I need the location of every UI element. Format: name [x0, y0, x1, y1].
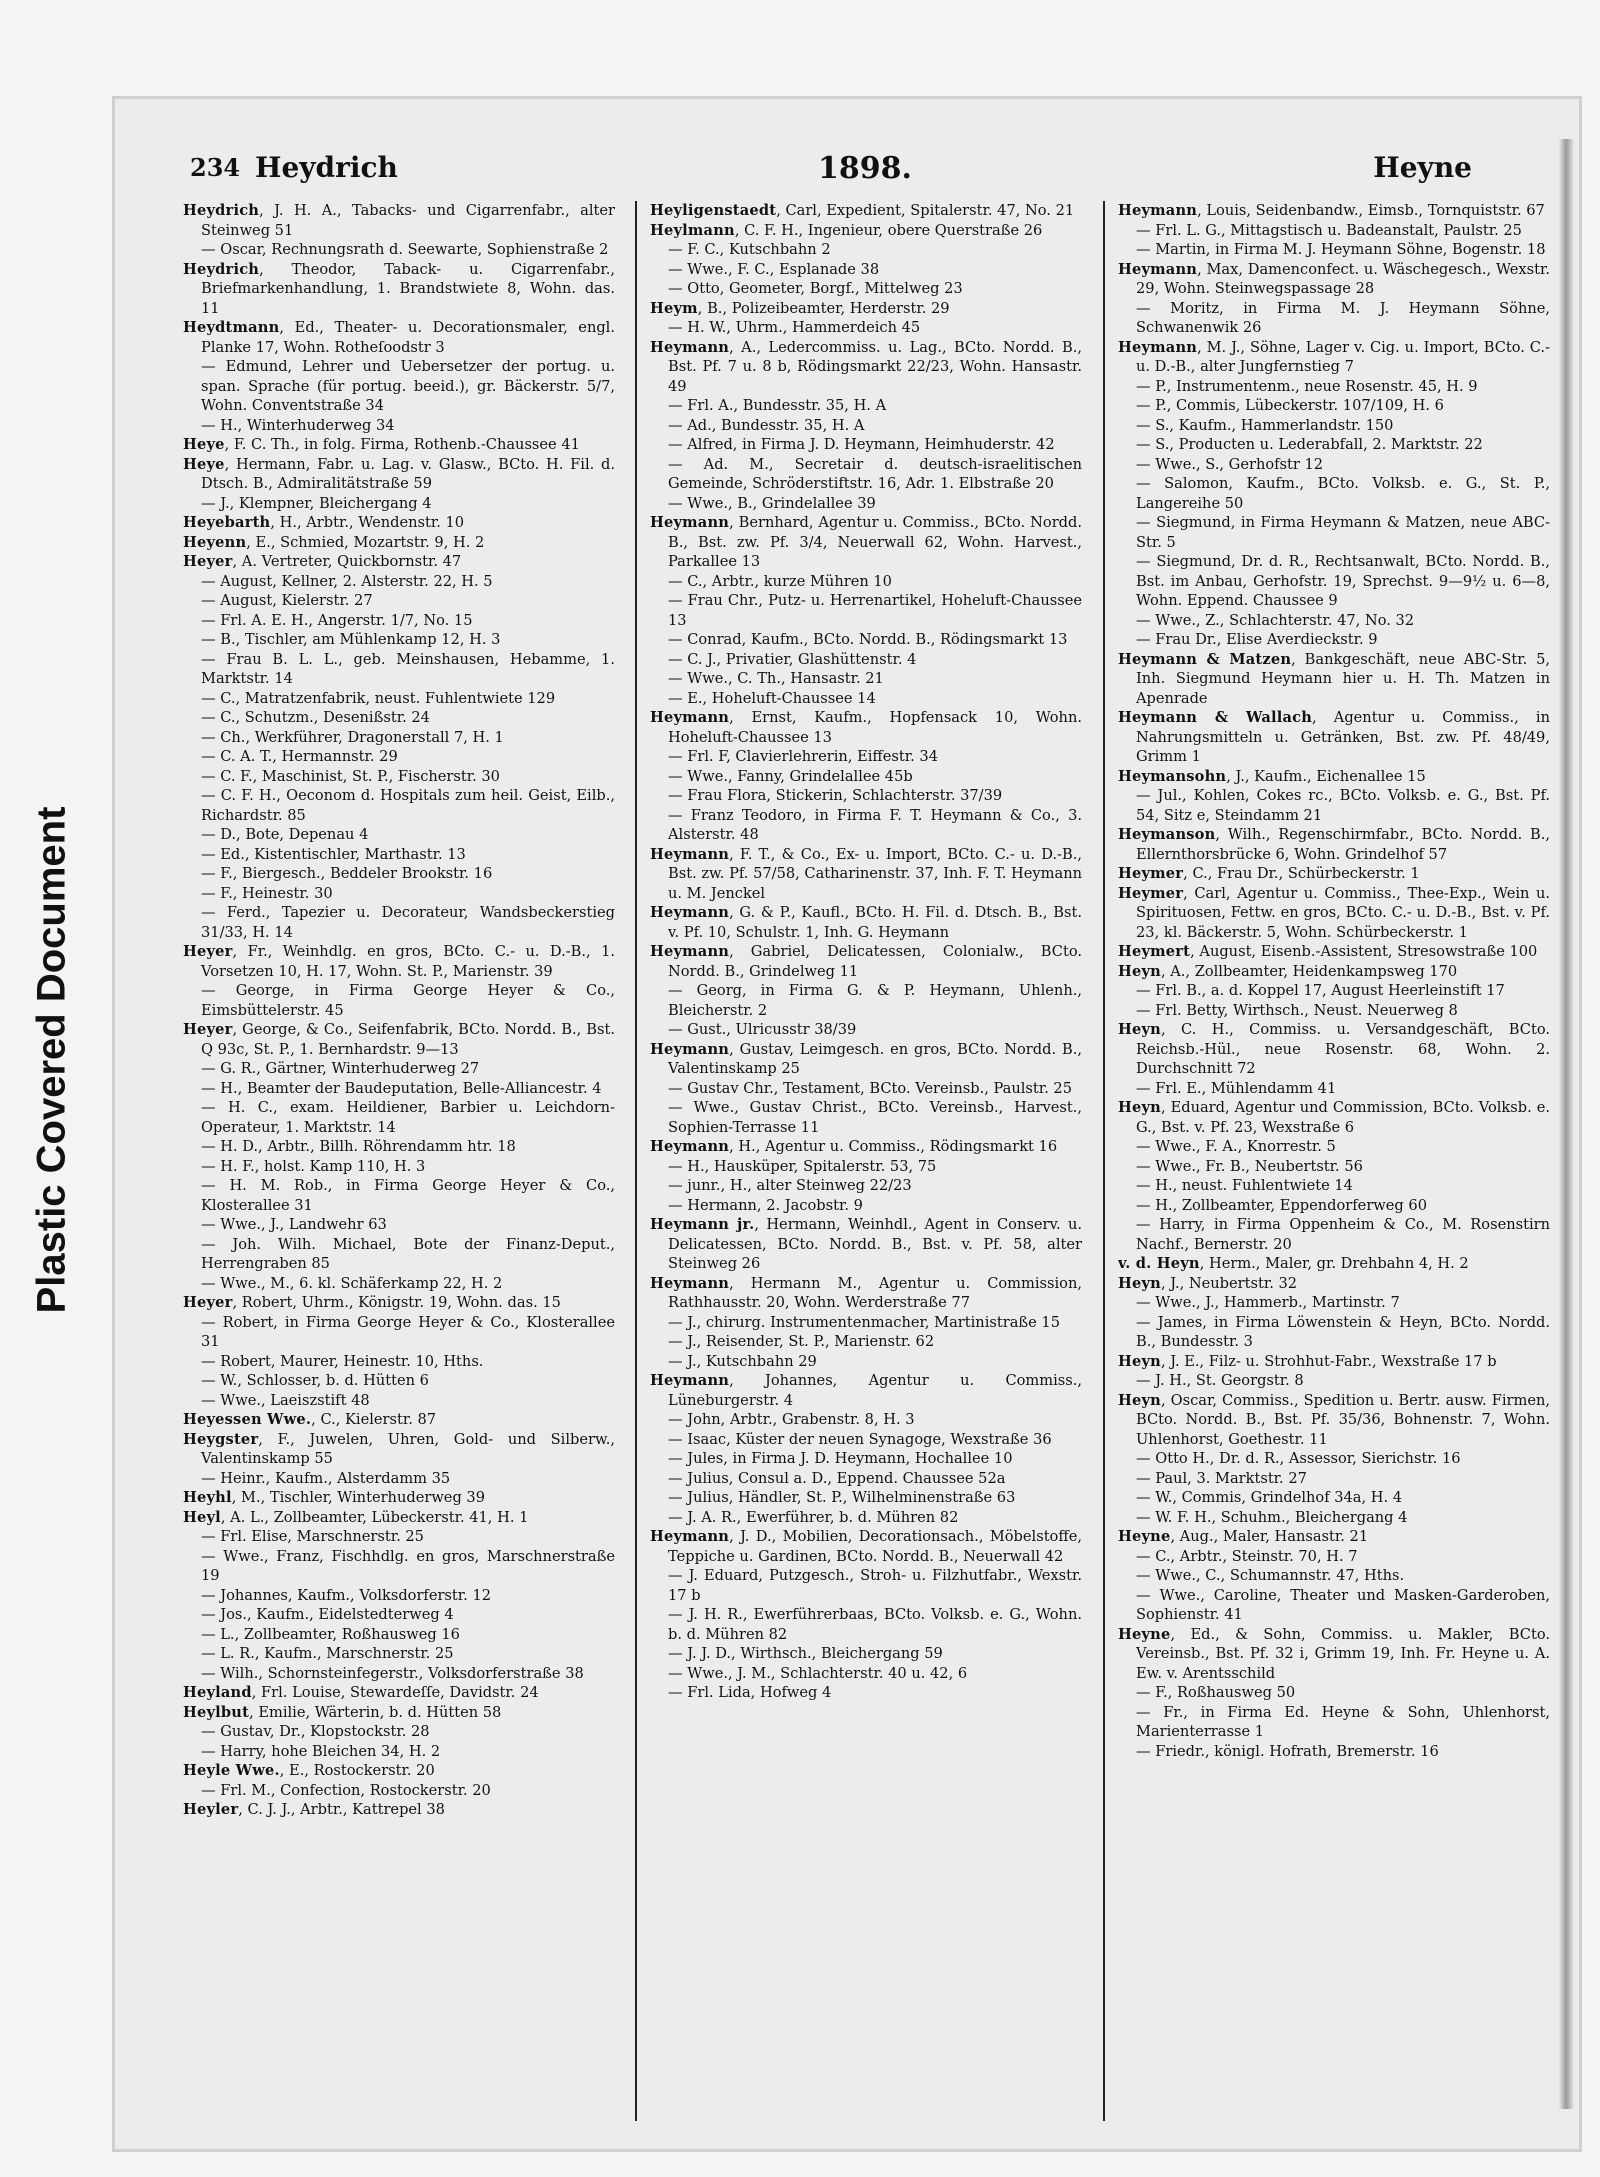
directory-entry: — Wwe., C., Schumannstr. 47, Hths. [1118, 1566, 1550, 1586]
directory-entry: — Franz Teodoro, in Firma F. T. Heymann & Co., 3. Alsterstr. 48 [650, 806, 1082, 845]
directory-entry: — Julius, Händler, St. P., Wilhelminenstraße 63 [650, 1488, 1082, 1508]
directory-entry: — Wwe., B., Grindelallee 39 [650, 494, 1082, 514]
directory-entry: Heyer, Robert, Uhrm., Königstr. 19, Wohn. das. 15 [183, 1294, 561, 1311]
directory-entry: — H., Winterhuderweg 34 [183, 416, 615, 436]
directory-entry: — Joh. Wilh. Michael, Bote der Finanz-Deput., Herrengraben 85 [183, 1235, 615, 1274]
directory-entry: Heyessen Wwe., C., Kielerstr. 87 [183, 1411, 437, 1428]
directory-page [180, 151, 1550, 2141]
directory-entry: Heyn, A., Zollbeamter, Heidenkampsweg 170 [1118, 962, 1458, 980]
directory-entry: — F., Roßhausweg 50 [1118, 1683, 1550, 1703]
directory-entry: — Gust., Ulricusstr 38/39 [650, 1020, 1082, 1040]
directory-entry: Heymann & Matzen, Bankgeschäft, neue ABC-Str. 5, Inh. Siegmund Heymann hier u. H. Th. Matzen in Apenrade [1118, 650, 1550, 707]
directory-entry: — J. J. D., Wirthsch., Bleichergang 59 [650, 1644, 1082, 1664]
directory-entry: — S., Producten u. Lederabfall, 2. Marktstr. 22 [1118, 435, 1550, 455]
directory-entry: — Robert, in Firma George Heyer & Co., Klosterallee 31 [183, 1313, 615, 1352]
directory-entry: Heygster, F., Juwelen, Uhren, Gold- und Silberw., Valentinskamp 55 [183, 1430, 615, 1467]
directory-entry: — Fr., in Firma Ed. Heyne & Sohn, Uhlenhorst, Marienterrasse 1 [1118, 1703, 1550, 1742]
directory-entry: Heymann, Ernst, Kaufm., Hopfensack 10, Wohn. Hoheluft-Chaussee 13 [650, 709, 1082, 746]
directory-entry: — Frl. Betty, Wirthsch., Neust. Neuerweg 8 [1118, 1001, 1550, 1021]
directory-entry: — Wwe., Caroline, Theater und Masken-Garderoben, Sophienstr. 41 [1118, 1586, 1550, 1625]
directory-entry: Heymann, Louis, Seidenbandw., Eimsb., Tornquiststr. 67 [1118, 202, 1545, 219]
directory-entry: Heyn, J. E., Filz- u. Strohhut-Fabr., Wexstraße 17 b [1118, 1352, 1497, 1370]
directory-entry: Heymann, H., Agentur u. Commiss., Rödingsmarkt 16 [650, 1138, 1058, 1155]
directory-entry: — Martin, in Firma M. J. Heymann Söhne, Bogenstr. 18 [1118, 240, 1550, 260]
directory-entry: — Friedr., königl. Hofrath, Bremerstr. 16 [1118, 1742, 1550, 1762]
directory-entry: — B., Tischler, am Mühlenkamp 12, H. 3 [183, 630, 615, 650]
directory-entry: — Wwe., Fr. B., Neubertstr. 56 [1118, 1157, 1550, 1177]
directory-entry: Heymert, August, Eisenb.-Assistent, Stresowstraße 100 [1118, 943, 1538, 960]
directory-entry: — E., Hoheluft-Chaussee 14 [650, 689, 1082, 709]
directory-entry: — H. W., Uhrm., Hammerdeich 45 [650, 318, 1082, 338]
directory-entry: — Frl. A. E. H., Angerstr. 1/7, No. 15 [183, 611, 615, 631]
directory-entry: — Wwe., M., 6. kl. Schäferkamp 22, H. 2 [183, 1274, 615, 1294]
directory-entry: — Frau Dr., Elise Averdieckstr. 9 [1118, 630, 1550, 650]
side-label [12, 620, 92, 1500]
directory-entry: Heymann, Bernhard, Agentur u. Commiss., BCto. Nordd. B., Bst. zw. Pf. 3/4, Neuerwall 62, Wohn. Harvest., Parkallee 13 [650, 514, 1082, 570]
directory-entry: — L. R., Kaufm., Marschnerstr. 25 [183, 1644, 615, 1664]
column-rule [1103, 201, 1105, 2121]
directory-entry: Heymann, F. T., & Co., Ex- u. Import, BCto. C.- u. D.-B., Bst. zw. Pf. 57/58, Catharinenstr. 37, Inh. F. T. Heymann u. M. Jenckel [650, 845, 1082, 902]
directory-entry: — Frau Flora, Stickerin, Schlachterstr. 37/39 [650, 786, 1082, 806]
directory-entry: — Wwe., F. A., Knorrestr. 5 [1118, 1137, 1550, 1157]
directory-entry: Heymann, Hermann M., Agentur u. Commission, Rathhausstr. 20, Wohn. Werderstraße 77 [650, 1274, 1082, 1311]
directory-entry: — Harry, in Firma Oppenheim & Co., M. Rosenstirn Nachf., Bernerstr. 20 [1118, 1215, 1550, 1254]
directory-entry: — J. H. R., Ewerführerbaas, BCto. Volksb. e. G., Wohn. b. d. Mühren 82 [650, 1605, 1082, 1644]
directory-entry: — H. F., holst. Kamp 110, H. 3 [183, 1157, 615, 1177]
directory-entry: Heymann, Gustav, Leimgesch. en gros, BCto. Nordd. B., Valentinskamp 25 [650, 1040, 1082, 1077]
directory-entry: — Wwe., J., Landwehr 63 [183, 1215, 615, 1235]
directory-entry: — H., Hausküper, Spitalerstr. 53, 75 [650, 1157, 1082, 1177]
directory-entry: Heylbut, Emilie, Wärterin, b. d. Hütten 58 [183, 1703, 502, 1721]
directory-entry: — C., Arbtr., Steinstr. 70, H. 7 [1118, 1547, 1550, 1567]
directory-entry: — H. D., Arbtr., Billh. Röhrendamm htr. 18 [183, 1137, 615, 1157]
directory-entry: — W., Commis, Grindelhof 34a, H. 4 [1118, 1488, 1550, 1508]
directory-entry: Heyhl, M., Tischler, Winterhuderweg 39 [183, 1489, 485, 1506]
directory-entry: Heym, B., Polizeibeamter, Herderstr. 29 [650, 299, 950, 317]
side-label-text: Plastic Covered Document [29, 806, 74, 1314]
directory-entry: — W., Schlosser, b. d. Hütten 6 [183, 1371, 615, 1391]
directory-entry: — Frl. Elise, Marschnerstr. 25 [183, 1527, 615, 1547]
directory-entry: — Salomon, Kaufm., BCto. Volksb. e. G., St. P., Langereihe 50 [1118, 474, 1550, 513]
directory-entry: — Frl. Lida, Hofweg 4 [650, 1683, 1082, 1703]
directory-entry: — H. C., exam. Heildiener, Barbier u. Leichdorn-Operateur, 1. Marktstr. 14 [183, 1098, 615, 1137]
directory-entry: — Wwe., F. C., Esplanade 38 [650, 260, 1082, 280]
directory-entry: — August, Kielerstr. 27 [183, 591, 615, 611]
directory-entry: Heymann & Wallach, Agentur u. Commiss., in Nahrungsmitteln u. Getränken, Bst. zw. Pf. 48/49, Grimm 1 [1118, 709, 1550, 765]
directory-entry: — James, in Firma Löwenstein & Heyn, BCto. Nordd. B., Bundesstr. 3 [1118, 1313, 1550, 1352]
directory-entry: — Ch., Werkführer, Dragonerstall 7, H. 1 [183, 728, 615, 748]
directory-entry: Heye, F. C. Th., in folg. Firma, Rothenb.-Chaussee 41 [183, 436, 580, 453]
directory-entry: — Paul, 3. Marktstr. 27 [1118, 1469, 1550, 1489]
directory-entry: Heymann, Johannes, Agentur u. Commiss., Lüneburgerstr. 4 [650, 1372, 1082, 1409]
directory-entry: — F. C., Kutschbahn 2 [650, 240, 1082, 260]
directory-entry: — Frl. A., Bundesstr. 35, H. A [650, 396, 1082, 416]
directory-entry: Heye, Hermann, Fabr. u. Lag. v. Glasw., BCto. H. Fil. d. Dtsch. B., Admiralitätstraße 59 [183, 455, 615, 492]
directory-entry: — J., chirurg. Instrumentenmacher, Martinistraße 15 [650, 1313, 1082, 1333]
right-running-head: Heyne [1373, 151, 1472, 184]
directory-entry: Heymann, Max, Damenconfect. u. Wäschegesch., Wexstr. 29, Wohn. Steinwegspassage 28 [1118, 260, 1550, 297]
directory-entry: — Wwe., S., Gerhofstr 12 [1118, 455, 1550, 475]
directory-entry: — John, Arbtr., Grabenstr. 8, H. 3 [650, 1410, 1082, 1430]
directory-entry: Heymann, G. & P., Kaufl., BCto. H. Fil. d. Dtsch. B., Bst. v. Pf. 10, Schulstr. 1, Inh. G. Heymann [650, 904, 1082, 941]
directory-entry: — Frl. F, Clavierlehrerin, Eiffestr. 34 [650, 747, 1082, 767]
directory-column-1 [183, 201, 615, 2131]
directory-entry: Heyle Wwe., E., Rostockerstr. 20 [183, 1762, 435, 1779]
directory-entry: — Alfred, in Firma J. D. Heymann, Heimhuderstr. 42 [650, 435, 1082, 455]
directory-entry: — Wwe., J. M., Schlachterstr. 40 u. 42, 6 [650, 1664, 1082, 1684]
directory-entry: — Conrad, Kaufm., BCto. Nordd. B., Rödingsmarkt 13 [650, 630, 1082, 650]
directory-entry: — Ad., Bundesstr. 35, H. A [650, 416, 1082, 436]
directory-entry: Heylmann, C. F. H., Ingenieur, obere Querstraße 26 [650, 221, 1043, 239]
directory-column-2 [650, 201, 1082, 2131]
directory-entry: — F., Biergesch., Beddeler Brookstr. 16 [183, 864, 615, 884]
directory-entry: — Otto H., Dr. d. R., Assessor, Sierichstr. 16 [1118, 1449, 1550, 1469]
directory-entry: Heyl, A. L., Zollbeamter, Lübeckerstr. 41, H. 1 [183, 1508, 529, 1526]
directory-column-3 [1118, 201, 1550, 2131]
directory-entry: — C. F. H., Oeconom d. Hospitals zum heil. Geist, Eilb., Richardstr. 85 [183, 786, 615, 825]
directory-entry: Heymann, Gabriel, Delicatessen, Colonialw., BCto. Nordd. B., Grindelweg 11 [650, 943, 1082, 980]
year-heading: 1898. [818, 151, 912, 186]
directory-entry: — C. A. T., Hermannstr. 29 [183, 747, 615, 767]
directory-entry: — H. M. Rob., in Firma George Heyer & Co., Klosterallee 31 [183, 1176, 615, 1215]
page-number: 234 [190, 153, 241, 182]
directory-entry: — Ferd., Tapezier u. Decorateur, Wandsbeckerstieg 31/33, H. 14 [183, 903, 615, 942]
directory-entry: — F., Heinestr. 30 [183, 884, 615, 904]
directory-entry: — Robert, Maurer, Heinestr. 10, Hths. [183, 1352, 615, 1372]
directory-entry: — P., Commis, Lübeckerstr. 107/109, H. 6 [1118, 396, 1550, 416]
directory-entry: — C., Matratzenfabrik, neust. Fuhlentwiete 129 [183, 689, 615, 709]
directory-entry: — J. Eduard, Putzgesch., Stroh- u. Filzhutfabr., Wexstr. 17 b [650, 1566, 1082, 1605]
directory-entry: Heydtmann, Ed., Theater- u. Decorationsmaler, engl. Planke 17, Wohn. Rotheſoodstr 3 [183, 319, 615, 356]
column-rule [635, 201, 637, 2121]
directory-entry: — Jules, in Firma J. D. Heymann, Hochallee 10 [650, 1449, 1082, 1469]
directory-entry: — W. F. H., Schuhm., Bleichergang 4 [1118, 1508, 1550, 1528]
directory-entry: — L., Zollbeamter, Roßhausweg 16 [183, 1625, 615, 1645]
directory-entry: — J. H., St. Georgstr. 8 [1118, 1371, 1550, 1391]
directory-entry: — junr., H., alter Steinweg 22/23 [650, 1176, 1082, 1196]
directory-entry: — Oscar, Rechnungsrath d. Seewarte, Sophienstraße 2 [183, 240, 615, 260]
directory-entry: Heymer, Carl, Agentur u. Commiss., Thee-Exp., Wein u. Spirituosen, Fettw. en gros, BCto. C.- u. D.-B., Bst. v. Pf. 23, kl. Bäckerstr. 5, Wohn. Schürbeckerstr. 1 [1118, 884, 1550, 941]
directory-entry: — C., Arbtr., kurze Mühren 10 [650, 572, 1082, 592]
directory-entry: Heymann, M. J., Söhne, Lager v. Cig. u. Import, BCto. C.- u. D.-B., alter Jungfernstieg 7 [1118, 338, 1550, 375]
directory-entry: — J., Klempner, Bleichergang 4 [183, 494, 615, 514]
directory-entry: — August, Kellner, 2. Alsterstr. 22, H. 5 [183, 572, 615, 592]
left-running-head: Heydrich [255, 151, 398, 184]
page-header [180, 151, 1550, 193]
directory-entry: Heyenn, E., Schmied, Mozartstr. 9, H. 2 [183, 533, 485, 551]
directory-entry: — D., Bote, Depenau 4 [183, 825, 615, 845]
directory-entry: — George, in Firma George Heyer & Co., Eimsbüttelerstr. 45 [183, 981, 615, 1020]
directory-entry: — Frl. B., a. d. Koppel 17, August Heerleinstift 17 [1118, 981, 1550, 1001]
directory-entry: — Wwe., Gustav Christ., BCto. Vereinsb., Harvest., Sophien-Terrasse 11 [650, 1098, 1082, 1137]
directory-entry: — Wwe., Z., Schlachterstr. 47, No. 32 [1118, 611, 1550, 631]
directory-entry: Heyne, Ed., & Sohn, Commiss. u. Makler, BCto. Vereinsb., Bst. Pf. 32 i, Grimm 19, Inh. Fr. Heyne u. A. Ew. v. Arentsschild [1118, 1625, 1550, 1682]
directory-entry: — Heinr., Kaufm., Alsterdamm 35 [183, 1469, 615, 1489]
directory-entry: Heydrich, J. H. A., Tabacks- und Cigarrenfabr., alter Steinweg 51 [183, 202, 615, 239]
directory-entry: — Frau Chr., Putz- u. Herrenartikel, Hoheluft-Chaussee 13 [650, 591, 1082, 630]
directory-entry: — Siegmund, Dr. d. R., Rechtsanwalt, BCto. Nordd. B., Bst. im Anbau, Gerhofstr. 19, Sprechst. 9—9½ u. 6—8, Wohn. Eppend. Chaussee 9 [1118, 552, 1550, 611]
directory-entry: — Otto, Geometer, Borgf., Mittelweg 23 [650, 279, 1082, 299]
directory-entry: — J. A. R., Ewerführer, b. d. Mühren 82 [650, 1508, 1082, 1528]
directory-entry: Heyn, Eduard, Agentur und Commission, BCto. Volksb. e. G., Bst. v. Pf. 23, Wexstraße 6 [1118, 1099, 1550, 1136]
directory-entry: v. d. Heyn, Herm., Maler, gr. Drehbahn 4, H. 2 [1118, 1255, 1469, 1272]
directory-entry: Heyer, A. Vertreter, Quickbornstr. 47 [183, 553, 462, 570]
directory-entry: — J., Reisender, St. P., Marienstr. 62 [650, 1332, 1082, 1352]
directory-entry: — J., Kutschbahn 29 [650, 1352, 1082, 1372]
directory-entry: — Hermann, 2. Jacobstr. 9 [650, 1196, 1082, 1216]
directory-entry: — Wilh., Schornsteinfegerstr., Volksdorferstraße 38 [183, 1664, 615, 1684]
directory-entry: — Ed., Kistentischler, Marthastr. 13 [183, 845, 615, 865]
scanned-page [112, 96, 1582, 2152]
directory-entry: Heyebarth, H., Arbtr., Wendenstr. 10 [183, 514, 465, 531]
directory-entry: — Wwe., J., Hammerb., Martinstr. 7 [1118, 1293, 1550, 1313]
directory-entry: — C. J., Privatier, Glashüttenstr. 4 [650, 650, 1082, 670]
directory-entry: — H., Zollbeamter, Eppendorferweg 60 [1118, 1196, 1550, 1216]
directory-entry: Heyn, Oscar, Commiss., Spedition u. Bertr. ausw. Firmen, BCto. Nordd. B., Bst. Pf. 35/36, Bohnenstr. 7, Wohn. Uhlenhorst, Goethestr. 11 [1118, 1391, 1550, 1448]
directory-entry: — Jul., Kohlen, Cokes rc., BCto. Volksb. e. G., Bst. Pf. 54, Sitz e, Steindamm 21 [1118, 786, 1550, 825]
directory-entry: — Siegmund, in Firma Heymann & Matzen, neue ABC-Str. 5 [1118, 513, 1550, 552]
directory-entry: — Wwe., Laeiszstift 48 [183, 1391, 615, 1411]
directory-entry: — Frl. M., Confection, Rostockerstr. 20 [183, 1781, 615, 1801]
directory-entry: Heymann, J. D., Mobilien, Decorationsach., Möbelstoffe, Teppiche u. Gardinen, BCto. Nordd. B., Neuerwall 42 [650, 1528, 1082, 1565]
directory-entry: Heyne, Aug., Maler, Hansastr. 21 [1118, 1528, 1369, 1545]
directory-entry: Heyland, Frl. Louise, Stewardeſſe, Davidstr. 24 [183, 1684, 539, 1701]
directory-entry: — Edmund, Lehrer und Uebersetzer der portug. u. span. Sprache (für portug. beeid.), gr. Bäckerstr. 5/7, Wohn. Conventstraße 34 [183, 357, 615, 416]
directory-entry: — Georg, in Firma G. & P. Heymann, Uhlenh., Bleicherstr. 2 [650, 981, 1082, 1020]
directory-entry: — Moritz, in Firma M. J. Heymann Söhne, Schwanenwik 26 [1118, 299, 1550, 338]
directory-entry: — Gustav Chr., Testament, BCto. Vereinsb., Paulstr. 25 [650, 1079, 1082, 1099]
directory-entry: — Isaac, Küster der neuen Synagoge, Wexstraße 36 [650, 1430, 1082, 1450]
directory-entry: — Wwe., Franz, Fischhdlg. en gros, Marschnerstraße 19 [183, 1547, 615, 1586]
directory-entry: — Gustav, Dr., Klopstockstr. 28 [183, 1722, 615, 1742]
directory-entry: Heyer, George, & Co., Seifenfabrik, BCto. Nordd. B., Bst. Q 93c, St. P., 1. Bernhardstr. 9—13 [183, 1021, 615, 1058]
directory-entry: — G. R., Gärtner, Winterhuderweg 27 [183, 1059, 615, 1079]
directory-entry: — Frl. E., Mühlendamm 41 [1118, 1079, 1550, 1099]
directory-entry: — S., Kaufm., Hammerlandstr. 150 [1118, 416, 1550, 436]
directory-entry: — Julius, Consul a. D., Eppend. Chaussee 52a [650, 1469, 1082, 1489]
directory-entry: — Jos., Kaufm., Eidelstedterweg 4 [183, 1605, 615, 1625]
directory-entry: — Johannes, Kaufm., Volksdorferstr. 12 [183, 1586, 615, 1606]
directory-entry: — C., Schutzm., Desenißstr. 24 [183, 708, 615, 728]
directory-entry: Heyn, C. H., Commiss. u. Versandgeschäft, BCto. Reichsb.-Hül., neue Rosenstr. 68, Wohn. 2. Durchschnitt 72 [1118, 1021, 1550, 1077]
directory-entry: Heyler, C. J. J., Arbtr., Kattrepel 38 [183, 1801, 445, 1818]
directory-entry: Heymer, C., Frau Dr., Schürbeckerstr. 1 [1118, 865, 1420, 882]
directory-entry: — Harry, hohe Bleichen 34, H. 2 [183, 1742, 615, 1762]
page-edge-shadow [1559, 139, 1573, 2109]
directory-entry: Heyligenstaedt, Carl, Expedient, Spitalerstr. 47, No. 21 [650, 202, 1075, 219]
directory-entry: Heymansohn, J., Kaufm., Eichenallee 15 [1118, 767, 1426, 785]
directory-entry: — C. F., Maschinist, St. P., Fischerstr. 30 [183, 767, 615, 787]
directory-entry: Heymanson, Wilh., Regenschirmfabr., BCto. Nordd. B., Ellernthorsbrücke 6, Wohn. Grindelhof 57 [1118, 826, 1550, 863]
directory-entry: Heymann, A., Ledercommiss. u. Lag., BCto. Nordd. B., Bst. Pf. 7 u. 8 b, Rödingsmarkt 22/23, Wohn. Hansastr. 49 [650, 338, 1082, 395]
directory-entry: — Ad. M., Secretair d. deutsch-israelitischen Gemeinde, Schröderstiftstr. 16, Adr. 1. Elbstraße 20 [650, 455, 1082, 494]
directory-entry: Heyer, Fr., Weinhdlg. en gros, BCto. C.- u. D.-B., 1. Vorsetzen 10, H. 17, Wohn. St. P., Marienstr. 39 [183, 943, 615, 980]
directory-entry: — Wwe., Fanny, Grindelallee 45b [650, 767, 1082, 787]
directory-entry: — H., Beamter der Baudeputation, Belle-Alliancestr. 4 [183, 1079, 615, 1099]
directory-entry: — P., Instrumentenm., neue Rosenstr. 45, H. 9 [1118, 377, 1550, 397]
directory-entry: — Frl. L. G., Mittagstisch u. Badeanstalt, Paulstr. 25 [1118, 221, 1550, 241]
directory-entry: — Frau B. L. L., geb. Meinshausen, Hebamme, 1. Marktstr. 14 [183, 650, 615, 689]
directory-entry: — Wwe., C. Th., Hansastr. 21 [650, 669, 1082, 689]
directory-entry: Heydrich, Theodor, Taback- u. Cigarrenfabr., Briefmarkenhandlung, 1. Brandstwiete 8, Wohn. das. 11 [183, 260, 615, 317]
directory-entry: — H., neust. Fuhlentwiete 14 [1118, 1176, 1550, 1196]
directory-entry: Heyn, J., Neubertstr. 32 [1118, 1274, 1298, 1292]
directory-entry: Heymann jr., Hermann, Weinhdl., Agent in Conserv. u. Delicatessen, BCto. Nordd. B., Bst. v. Pf. 58, alter Steinweg 26 [650, 1216, 1082, 1272]
